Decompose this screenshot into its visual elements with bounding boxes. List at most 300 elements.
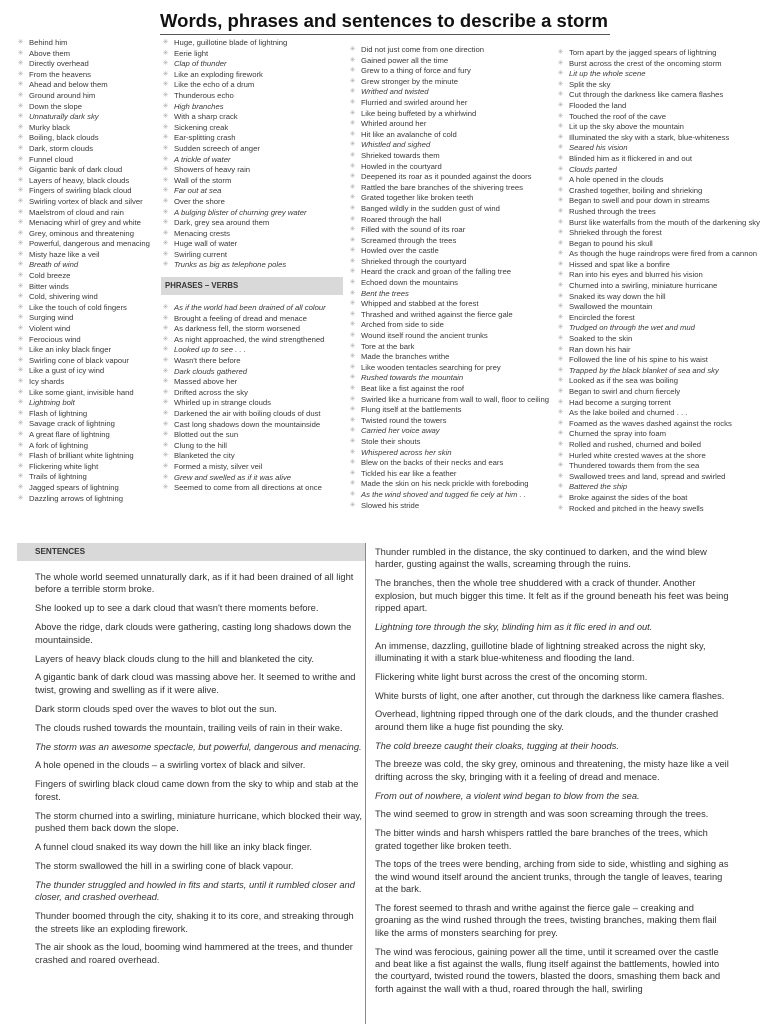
- bullet-icon: ✳: [557, 324, 564, 332]
- list-item-text: Broke against the sides of the boat: [569, 492, 688, 502]
- bullet-icon: ✳: [162, 462, 169, 470]
- list-item: [348, 320, 554, 331]
- list-item-text: Cast long shadows down the mountainside: [174, 419, 321, 429]
- list-item: [348, 183, 554, 194]
- list-item-text: Showers of heavy rain: [174, 165, 251, 175]
- list-item: [16, 313, 161, 324]
- bullet-icon: ✳: [349, 469, 356, 477]
- list-item-text: Seemed to come from all directions at once: [174, 483, 322, 493]
- bullet-icon: ✳: [162, 388, 169, 396]
- list-item: [348, 119, 554, 130]
- bullet-icon: ✳: [557, 165, 564, 173]
- bullet-icon: ✳: [162, 240, 169, 248]
- bullet-icon: ✳: [17, 314, 24, 322]
- bullet-icon: ✳: [162, 219, 169, 227]
- list-item: [161, 186, 346, 197]
- list-item: [16, 133, 161, 144]
- list-item: [556, 429, 764, 440]
- bullet-icon: ✳: [162, 134, 169, 142]
- list-item-text: Ear-splitting crash: [174, 133, 236, 143]
- list-item: [161, 398, 346, 409]
- bullet-icon: ✳: [17, 176, 24, 184]
- list-item-text: A fork of lightning: [29, 440, 88, 450]
- list-item-text: Tickled his ear like a feather: [361, 468, 457, 478]
- list-item: [556, 451, 764, 462]
- list-item-text: Illuminated the sky with a stark, blue-whiteness: [569, 132, 730, 142]
- bullet-icon: ✳: [17, 81, 24, 89]
- list-item-text: Filled with the sound of its roar: [361, 225, 466, 235]
- bullet-icon: ✳: [162, 452, 169, 460]
- bullet-icon: ✳: [17, 399, 24, 407]
- bullet-icon: ✳: [17, 39, 24, 46]
- list-item: [16, 123, 161, 134]
- sentence: The branches, then the whole tree shuddered with a crack of thunder. Another explosion, but much bigger this time. It felt as if the ground beneath his feet was being ripped apart.: [375, 578, 729, 614]
- list-item-text: Brought a feeling of dread and menace: [174, 313, 307, 323]
- list-item: [348, 490, 554, 501]
- list-item-text: Foamed as the waves dashed against the rocks: [569, 418, 732, 428]
- list-item: [16, 229, 161, 240]
- bullet-icon: ✳: [349, 406, 356, 414]
- bullet-icon: ✳: [557, 398, 564, 406]
- list-item-text: High branches: [174, 101, 224, 111]
- bullet-icon: ✳: [17, 229, 24, 237]
- sentence: The forest seemed to thrash and writhe against the fierce gale – creaking and groaning as the wind rushed through the trees, twisting branches, making them flail like the arms of monsters searching for prey.: [375, 903, 717, 938]
- list-item: [348, 416, 554, 427]
- bullet-icon: ✳: [17, 208, 24, 216]
- list-item: [161, 80, 346, 91]
- list-item: [161, 377, 346, 388]
- sentence: The storm swallowed the hill in a swirling cone of black vapour.: [35, 860, 294, 871]
- list-item-text: Flash of lightning: [29, 408, 88, 418]
- list-item-text: Churned the spray into foam: [569, 429, 667, 439]
- list-item-text: Blotted out the sun: [174, 430, 239, 440]
- list-item: [16, 165, 161, 176]
- list-item: [16, 80, 161, 91]
- list-item-text: Ground around him: [29, 90, 96, 100]
- list-item: [556, 398, 764, 409]
- bullet-icon: ✳: [17, 187, 24, 195]
- list-item-text: Had become a surging torrent: [569, 397, 671, 407]
- list-item-text: Began to pound his skull: [569, 238, 653, 248]
- bullet-icon: ✳: [557, 250, 564, 258]
- list-item: [348, 469, 554, 480]
- list-item-text: Stole their shouts: [361, 436, 421, 446]
- bullet-icon: ✳: [557, 101, 564, 109]
- list-item: [161, 70, 346, 81]
- bullet-icon: ✳: [162, 399, 169, 407]
- list-item: [556, 323, 764, 334]
- bullet-icon: ✳: [349, 215, 356, 223]
- list-item: [348, 45, 554, 56]
- list-item-text: Rushed through the trees: [569, 206, 656, 216]
- list-item: [348, 342, 554, 353]
- list-item-text: Funnel cloud: [29, 154, 74, 164]
- list-item-text: Grew and swelled as if it was alive: [174, 472, 292, 482]
- list-item: [348, 267, 554, 278]
- list-item-text: Trails of lightning: [29, 472, 87, 482]
- list-item: [348, 98, 554, 109]
- list-item: [348, 66, 554, 77]
- list-item: [348, 215, 554, 226]
- bullet-icon: ✳: [17, 409, 24, 417]
- list-item: [16, 483, 161, 494]
- list-item: [16, 186, 161, 197]
- word-column-4: [556, 48, 764, 514]
- bullet-icon: ✳: [557, 440, 564, 448]
- list-item: [556, 249, 764, 260]
- list-item: [556, 165, 764, 176]
- bullet-icon: ✳: [162, 378, 169, 386]
- bullet-icon: ✳: [349, 151, 356, 159]
- list-item: [161, 335, 346, 346]
- bullet-icon: ✳: [349, 257, 356, 265]
- list-item-text: Like an inky black finger: [29, 345, 112, 355]
- sentences-right-panel: [375, 546, 730, 1002]
- bullet-icon: ✳: [17, 70, 24, 78]
- list-item-text: Wall of the storm: [174, 175, 232, 185]
- bullet-icon: ✳: [349, 77, 356, 85]
- list-item: [16, 239, 161, 250]
- bullet-icon: ✳: [162, 91, 169, 99]
- title-underline: [160, 34, 610, 35]
- list-item-text: A hole opened in the clouds: [569, 175, 664, 185]
- list-item: [556, 461, 764, 472]
- bullet-icon: ✳: [349, 385, 356, 392]
- list-item-text: Cut through the darkness like camera flashes: [569, 90, 724, 100]
- list-item: [348, 130, 554, 141]
- list-item-text: Gigantic bank of dark cloud: [29, 165, 123, 175]
- list-item-text: Ran down his hair: [569, 344, 631, 354]
- list-item-text: Unnaturally dark sky: [29, 112, 99, 122]
- bullet-icon: ✳: [349, 353, 356, 361]
- list-item-text: Darkened the air with boiling clouds of dust: [174, 409, 321, 418]
- list-item: [161, 218, 346, 229]
- bullet-icon: ✳: [557, 144, 564, 152]
- list-item-text: As the lake boiled and churned . . .: [569, 408, 688, 418]
- list-item: [16, 144, 161, 155]
- list-item: [16, 441, 161, 452]
- bullet-icon: ✳: [557, 59, 564, 67]
- bullet-icon: ✳: [162, 113, 169, 121]
- bullet-icon: ✳: [162, 123, 169, 131]
- bullet-icon: ✳: [17, 219, 24, 227]
- list-item-text: Hissed and spat like a bonfire: [569, 259, 670, 269]
- sentence: The air shook as the loud, booming wind hammered at the trees, and thunder crashed and roared overhead.: [35, 942, 353, 965]
- list-item-text: From the heavens: [29, 69, 91, 79]
- bullet-icon: ✳: [557, 80, 564, 88]
- bullet-icon: ✳: [557, 176, 564, 184]
- list-item: [161, 155, 346, 166]
- list-item: [16, 409, 161, 420]
- list-item-text: As though the huge raindrops were fired from a cannon: [569, 249, 758, 259]
- list-item: [348, 87, 554, 98]
- bullet-icon: ✳: [17, 346, 24, 354]
- list-item: [556, 493, 764, 504]
- bullet-icon: ✳: [349, 194, 356, 202]
- list-item-text: Heard the crack and groan of the falling tree: [361, 267, 511, 277]
- list-item-text: Trapped by the black blanket of sea and sky: [569, 365, 719, 375]
- bullet-icon: ✳: [349, 279, 356, 287]
- bullet-icon: ✳: [349, 289, 356, 297]
- list-item-text: Trunks as big as telephone poles: [174, 260, 287, 270]
- bullet-icon: ✳: [557, 493, 564, 501]
- list-item: [348, 246, 554, 257]
- sentence: Lightning tore through the sky, blinding him as it flic ered in and out.: [375, 621, 653, 632]
- list-item-text: Whistled and sighed: [361, 140, 431, 150]
- list-item-text: Boiling, black clouds: [29, 133, 99, 143]
- sentence: Overhead, lightning ripped through one of the dark clouds, and the thunder crashed around them like a huge fist pounding the sky.: [375, 709, 719, 732]
- bullet-icon: ✳: [557, 388, 564, 395]
- sentence: Layers of heavy black clouds clung to the hill and blanketed the city.: [35, 653, 314, 664]
- bullet-icon: ✳: [557, 218, 564, 226]
- bullet-icon: ✳: [162, 314, 169, 322]
- list-item: [348, 289, 554, 300]
- list-item: [16, 292, 161, 303]
- list-item-text: Drifted across the sky: [174, 387, 248, 397]
- list-item-text: Grated together like broken teeth: [361, 193, 474, 203]
- sentence: Dark storm clouds sped over the waves to blot out the sun.: [35, 703, 277, 714]
- bullet-icon: ✳: [162, 81, 169, 89]
- list-item: [16, 388, 161, 399]
- list-item: [348, 395, 554, 406]
- list-item-text: Clung to the hill: [174, 440, 227, 450]
- bullet-icon: ✳: [557, 197, 564, 205]
- bullet-icon: ✳: [557, 207, 564, 215]
- sentence: The storm churned into a swirling, miniature hurricane, which blocked their way, pushed them back down the slope.: [35, 810, 362, 834]
- bullet-icon: ✳: [17, 91, 24, 99]
- bullet-icon: ✳: [349, 427, 356, 435]
- list-item-text: Encircled the forest: [569, 312, 635, 322]
- bullet-icon: ✳: [349, 141, 356, 149]
- sentence: Thunder boomed through the city, shaking it to its core, and streaking through the streets like an exploding firework.: [35, 911, 354, 934]
- bullet-icon: ✳: [557, 123, 564, 131]
- list-item-text: Ferocious wind: [29, 334, 81, 344]
- bullet-icon: ✳: [162, 484, 169, 492]
- list-item-text: Trudged on through the wet and mud: [569, 323, 695, 333]
- list-item: [16, 271, 161, 282]
- list-item: [556, 196, 764, 207]
- list-item-text: Eerie light: [174, 48, 209, 58]
- list-item: [556, 69, 764, 80]
- list-item: [556, 228, 764, 239]
- list-item: [16, 91, 161, 102]
- list-item-text: Flooded the land: [569, 100, 627, 110]
- sentences-heading: SENTENCES: [17, 543, 365, 561]
- list-item: [161, 144, 346, 155]
- sentence: A hole opened in the clouds – a swirling vortex of black and silver.: [35, 760, 306, 771]
- bullet-icon: ✳: [557, 472, 564, 480]
- list-item: [161, 59, 346, 70]
- list-item-text: Touched the roof of the cave: [569, 111, 667, 121]
- list-item-text: Like an exploding firework: [174, 69, 263, 79]
- bullet-icon: ✳: [349, 56, 356, 64]
- list-item: [348, 225, 554, 236]
- list-item: [556, 101, 764, 112]
- list-item: [348, 140, 554, 151]
- bullet-icon: ✳: [349, 173, 356, 181]
- bullet-icon: ✳: [349, 490, 356, 498]
- bullet-icon: ✳: [349, 183, 356, 191]
- list-item: [348, 437, 554, 448]
- list-item-text: Tore at the bark: [361, 341, 415, 351]
- list-item-text: Screamed through the trees: [361, 235, 457, 245]
- bullet-icon: ✳: [17, 356, 24, 364]
- list-item-text: Shrieked through the courtyard: [361, 256, 467, 266]
- list-item: [348, 458, 554, 469]
- list-item: [556, 270, 764, 281]
- list-item: [556, 345, 764, 356]
- list-item: [161, 38, 346, 49]
- list-item-text: Menacing crests: [174, 228, 230, 238]
- sentence: The bitter winds and harsh whispers rattled the bare branches of the trees, which grated together like broken teeth.: [375, 828, 708, 851]
- list-item-text: Violent wind: [29, 324, 71, 334]
- sentence: A gigantic bank of dark cloud was massing above her. It seemed to writhe and twist, growing and swelling as if it were alive.: [35, 672, 356, 695]
- list-item-text: As night approached, the wind strengthened: [174, 334, 325, 344]
- list-item-text: Flung itself at the battlements: [361, 405, 462, 415]
- list-item-text: Looked as if the sea was boiling: [569, 376, 678, 386]
- bullet-icon: ✳: [557, 419, 564, 427]
- list-item: [161, 430, 346, 441]
- list-item: [556, 504, 764, 515]
- bullet-icon: ✳: [557, 91, 564, 99]
- sentence: Fingers of swirling black cloud came down from the sky to whip and stab at the forest.: [35, 779, 359, 802]
- list-item-text: Beat like a fist against the roof: [361, 384, 464, 393]
- list-item-text: Swirling current: [174, 249, 227, 259]
- list-item-text: Gained power all the time: [361, 55, 449, 65]
- list-item: [556, 122, 764, 133]
- list-item: [161, 112, 346, 123]
- bullet-icon: ✳: [557, 430, 564, 438]
- list-item: [16, 462, 161, 473]
- list-item-text: Lit up the sky above the mountain: [569, 122, 684, 132]
- list-item: [161, 451, 346, 462]
- list-item: [348, 204, 554, 215]
- bullet-icon: ✳: [349, 226, 356, 234]
- list-item: [556, 260, 764, 271]
- bullet-icon: ✳: [557, 377, 564, 385]
- list-item: [556, 408, 764, 419]
- list-item: [16, 38, 161, 49]
- list-item: [16, 419, 161, 430]
- bullet-icon: ✳: [162, 420, 169, 428]
- list-item: [556, 143, 764, 154]
- list-item-text: Swirling vortex of black and silver: [29, 196, 143, 206]
- word-column-2: [161, 38, 346, 494]
- list-item: [556, 334, 764, 345]
- list-item: [161, 49, 346, 60]
- bullet-icon: ✳: [162, 229, 169, 237]
- bullet-icon: ✳: [17, 303, 24, 311]
- list-item-text: Flurried and swirled around her: [361, 97, 468, 107]
- list-item-text: Icy shards: [29, 377, 65, 386]
- bullet-icon: ✳: [17, 60, 24, 68]
- list-item-text: Huge, guillotine blade of lightning: [174, 38, 288, 47]
- sentences-left-panel: [17, 543, 366, 1024]
- list-item: [556, 175, 764, 186]
- list-item: [348, 501, 554, 512]
- list-item-text: As darkness fell, the storm worsened: [174, 324, 301, 334]
- list-item: [348, 56, 554, 67]
- list-item-text: Torn apart by the jagged spears of lightning: [569, 48, 717, 57]
- list-item: [348, 426, 554, 437]
- bullet-icon: ✳: [162, 431, 169, 439]
- list-item: [161, 356, 346, 367]
- sentence: Above the ridge, dark clouds were gathering, casting long shadows down the mountainside.: [35, 622, 352, 645]
- list-item: [161, 303, 346, 314]
- list-item-text: Maelstrom of cloud and rain: [29, 207, 124, 217]
- list-item-text: Began to swell and pour down in streams: [569, 196, 710, 206]
- list-item: [556, 90, 764, 101]
- list-item: [161, 229, 346, 240]
- list-item-text: Rolled and rushed, churned and boiled: [569, 439, 702, 449]
- list-item-text: Behind him: [29, 38, 68, 47]
- list-item-text: Jagged spears of lightning: [29, 482, 119, 492]
- list-item: [556, 387, 764, 398]
- bullet-icon: ✳: [557, 335, 564, 343]
- list-item-text: Swirled like a hurricane from wall to wall, floor to ceiling: [361, 394, 549, 404]
- bullet-icon: ✳: [17, 272, 24, 280]
- list-item: [16, 377, 161, 388]
- list-item-text: Bent the trees: [361, 288, 409, 298]
- bullet-icon: ✳: [162, 441, 169, 449]
- bullet-icon: ✳: [349, 501, 356, 509]
- list-item-text: Dark clouds gathered: [174, 366, 248, 376]
- list-item-text: Clouds parted: [569, 164, 617, 174]
- bullet-icon: ✳: [349, 310, 356, 318]
- list-item: [348, 363, 554, 374]
- list-item: [556, 419, 764, 430]
- list-item-text: Howled in the courtyard: [361, 161, 442, 171]
- bullet-icon: ✳: [349, 363, 356, 371]
- list-item: [16, 472, 161, 483]
- bullet-icon: ✳: [17, 166, 24, 174]
- list-item-text: Far out at sea: [174, 186, 222, 196]
- list-item: [16, 494, 161, 505]
- bullet-icon: ✳: [162, 102, 169, 110]
- list-item-text: Dark, grey sea around them: [174, 218, 270, 228]
- list-item: [348, 151, 554, 162]
- list-item: [161, 388, 346, 399]
- list-item-text: Like being buffeted by a whirlwind: [361, 108, 477, 118]
- bullet-icon: ✳: [557, 345, 564, 353]
- list-item: [16, 324, 161, 335]
- list-item-text: Blinded him as it flickered in and out: [569, 153, 693, 163]
- sentence: The wind was ferocious, gaining power all the time, until it screamed over the castle and beat like a fist against the walls, flung itself against the battlements, howled into the courtyard, twisted round the towers, blasted the doors, smashing them back and forth against the wall with a thud, roared through the hall, swirling: [375, 946, 721, 994]
- bullet-icon: ✳: [162, 410, 169, 417]
- list-item-text: Thrashed and writhed against the fierce gale: [361, 309, 513, 319]
- bullet-icon: ✳: [349, 268, 356, 276]
- list-item-text: As if the world had been drained of all colour: [174, 303, 326, 313]
- list-item-text: Deepened its roar as it pounded against the doors: [361, 172, 532, 182]
- list-item-text: Lit up the whole scene: [569, 69, 646, 79]
- list-item: [348, 236, 554, 247]
- bullet-icon: ✳: [162, 335, 169, 343]
- bullet-icon: ✳: [17, 420, 24, 428]
- bullet-icon: ✳: [17, 378, 24, 385]
- bullet-icon: ✳: [17, 240, 24, 248]
- bullet-icon: ✳: [162, 187, 169, 195]
- list-item-text: Breath of wind: [29, 260, 79, 270]
- sentence: The thunder struggled and howled in fits and starts, until it rumbled closer and closer, and crashed overhead.: [35, 879, 355, 903]
- bullet-icon: ✳: [17, 250, 24, 258]
- bullet-icon: ✳: [17, 197, 24, 205]
- bullet-icon: ✳: [349, 204, 356, 212]
- list-item-text: A trickle of water: [174, 154, 231, 164]
- list-item-text: Swirling cone of black vapour: [29, 355, 129, 365]
- list-item: [16, 218, 161, 229]
- bullet-icon: ✳: [557, 451, 564, 459]
- bullet-icon: ✳: [557, 133, 564, 141]
